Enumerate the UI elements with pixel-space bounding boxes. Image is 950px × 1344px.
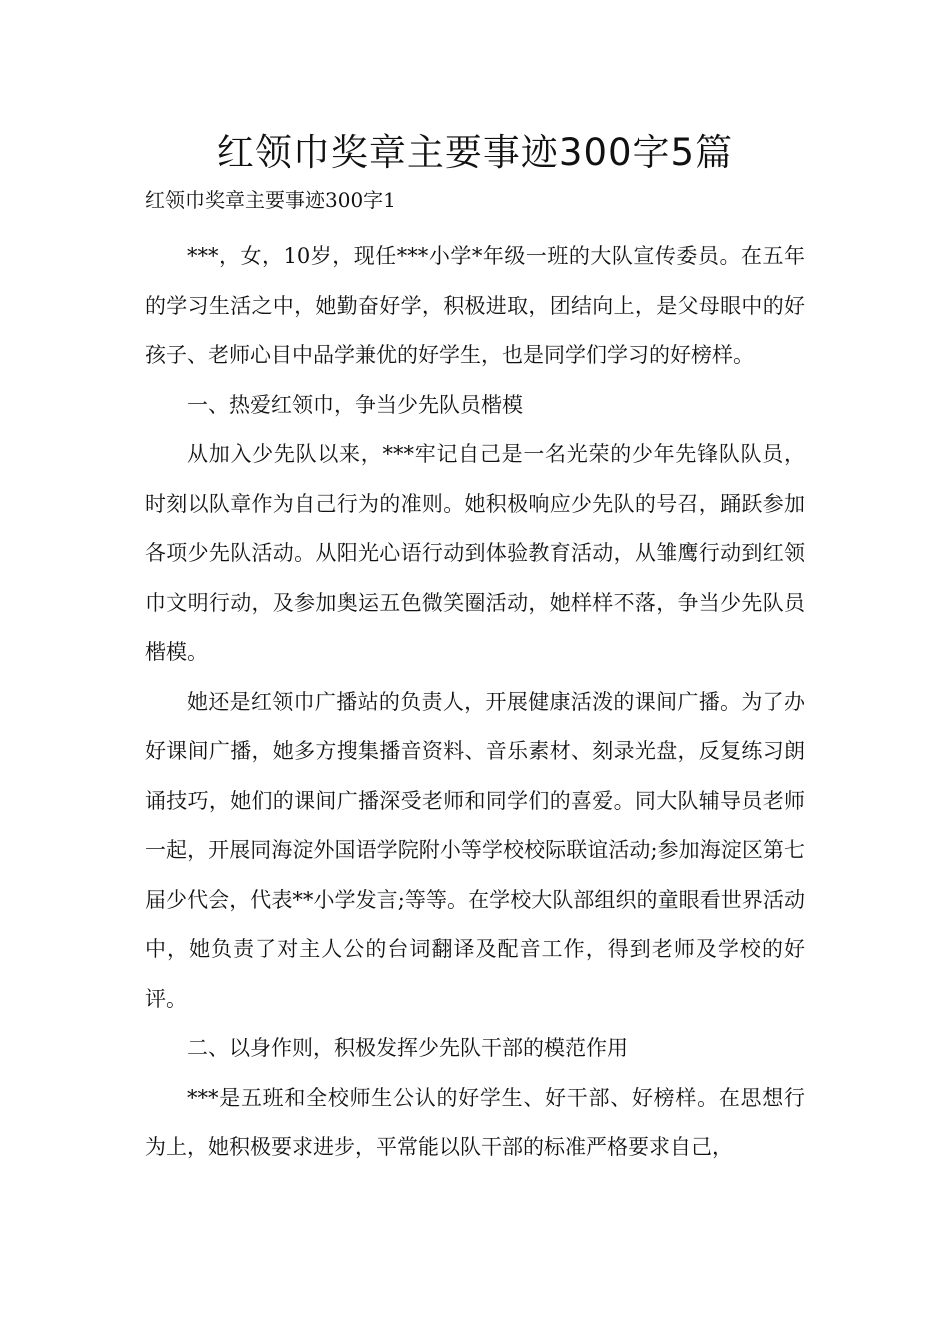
section-heading-1: 一、热爱红领巾，争当少先队员楷模 (187, 392, 523, 417)
document-body (145, 232, 805, 1173)
paragraph-broadcast: 她还是红领巾广播站的负责人，开展健康活泼的课间广播。为了办好课间广播，她多方搜集播音资料、音乐素材、刻录光盘，反复练习朗诵技巧，她们的课间广播深受老师和同学们的喜爱。同大队辅导员老师一起，开展同海淀外国语学院附小等学校校际联谊活动;参加海淀区第七届少代会，代表**小学发言;等等。在学校大队部组织的童眼看世界活动中，她负责了对主人公的台词翻译及配音工作，得到老师及学校的好评。 (145, 689, 805, 1011)
paragraph-section-1: 从加入少先队以来，***牢记自己是一名光荣的少年先锋队队员，时刻以队章作为自己行为的准则。她积极响应少先队的号召，踊跃参加各项少先队活动。从阳光心语行动到体验教育活动，从雏鹰行动到红领巾文明行动，及参加奥运五色微笑圈活动，她样样不落，争当少先队员楷模。 (145, 442, 805, 664)
document-subtitle: 红领巾奖章主要事迹300字1 (145, 188, 396, 212)
section-heading-2: 二、以身作则，积极发挥少先队干部的模范作用 (187, 1036, 628, 1060)
paragraph-intro: ***，女，10岁，现任***小学*年级一班的大队宣传委员。在五年的学习生活之中，她勤奋好学，积极进取，团结向上，是父母眼中的好孩子、老师心目中品学兼优的好学生，也是同学们学习的好榜样。 (145, 244, 805, 367)
paragraph-section-2: ***是五班和全校师生公认的好学生、好干部、好榜样。在思想行为上，她积极要求进步，平常能以队干部的标准严格要求自己， (145, 1085, 805, 1159)
document-title: 红领巾奖章主要事迹300字5篇 (216, 131, 734, 174)
